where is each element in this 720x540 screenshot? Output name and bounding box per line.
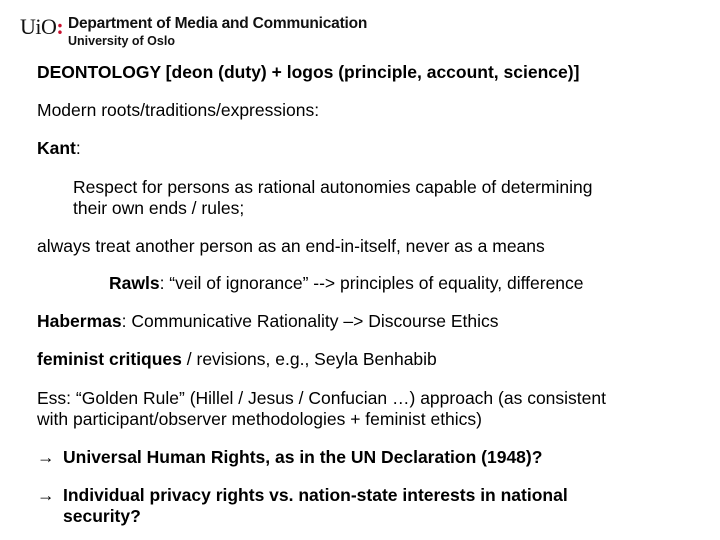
modern-roots-text: Modern roots/traditions/expressions: [37, 100, 320, 120]
habermas-name: Habermas [37, 311, 122, 331]
arrow-right-icon: → [37, 447, 55, 467]
respect-line-2: their own ends / rules; [73, 198, 245, 218]
logo-colon: : [56, 14, 64, 39]
habermas-line [37, 311, 499, 332]
privacy-line-2: security? [63, 506, 141, 526]
university-name: University of Oslo [68, 34, 175, 48]
rawls-name: Rawls [109, 273, 160, 293]
habermas-text: : Communicative Rationality –> Discourse Ethics [121, 311, 499, 331]
uio-logo [20, 14, 63, 40]
feminist-line [37, 349, 437, 370]
ess-line-2: with participant/observer methodologies + feminist ethics) [37, 409, 483, 429]
ess-line-1: Ess: “Golden Rule” (Hillel / Jesus / Confucian …) approach (as consistent [37, 388, 606, 408]
rawls-text: : “veil of ignorance” --> principles of equality, difference [159, 273, 584, 293]
always-treat-text: always treat another person as an end-in-itself, never as a means [37, 236, 545, 256]
logo-text: UiO [20, 14, 57, 39]
rawls-line [109, 273, 584, 294]
kant-name: Kant [37, 138, 76, 158]
feminist-text: / revisions, e.g., Seyla Benhabib [181, 349, 437, 369]
kant-heading [37, 138, 81, 159]
udhr-line [37, 447, 542, 468]
arrow-right-icon: → [37, 485, 55, 505]
udhr-text: Universal Human Rights, as in the UN Declaration (1948)? [63, 447, 543, 467]
header [20, 12, 440, 52]
respect-line-1: Respect for persons as rational autonomies capable of determining [73, 177, 593, 197]
privacy-line-1 [37, 485, 568, 506]
privacy-text-1: Individual privacy rights vs. nation-state interests in national [63, 485, 568, 505]
kant-colon: : [75, 138, 81, 158]
feminist-bold: feminist critiques [37, 349, 182, 369]
slide-title: DEONTOLOGY [deon (duty) + logos (principle, account, science)] [37, 62, 580, 82]
department-name: Department of Media and Communication [68, 15, 368, 32]
